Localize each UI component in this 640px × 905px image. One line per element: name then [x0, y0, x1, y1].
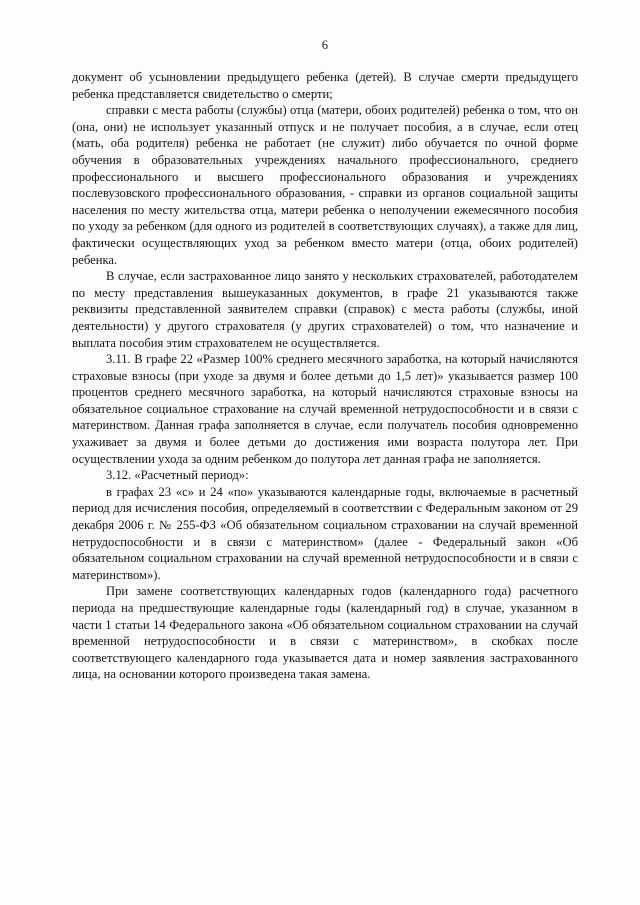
- paragraph: 3.11. В графе 22 «Размер 100% среднего месячного заработка, на который начисляются страховые взносы (при уходе за двумя и более детьми до 1,5 лет)» указывается размер 100 процентов среднего месячного заработка, на который начисляются страховые взносы на обязательное социальное страхование на случай временной нетрудоспособности и в связи с материнством. Данная графа заполняется в случае, если получатель пособия одновременно ухаживает за двумя и более детьми до достижения ими возраста полутора лет. При осуществлении ухода за одним ребенком до полутора лет данная графа не заполняется.: [72, 352, 578, 466]
- paragraph: справки с места работы (службы) отца (матери, обоих родителей) ребенка о том, что он (она, они) не использует указанный отпуск и не получает пособия, а в случае, если отец (мать, оба родителя) ребенка не работает (не служит) либо обучается по очной форме обучения в образовательных учреждениях начального профессионального, среднего профессионального и высшего профессионального образования и учреждениях послевузовского профессионального образования, - справки из органов социальной защиты населения по месту жительства отца, матери ребенка о неполучении ежемесячного пособия по уходу за ребенком (для одного из родителей в соответствующих случаях), а также для лиц, фактически осуществляющих уход за ребенком вместо матери (отца, обоих родителей) ребенка.: [72, 103, 578, 267]
- paragraph: При замене соответствующих календарных годов (календарного года) расчетного периода на предшествующие календарные годы (календарный год) в случае, указанном в части 1 статьи 14 Федерального закона «Об обязательном социальном страховании на случай временной нетрудоспособности и в связи с материнством», в скобках после соответствующего календарного года указывается дата и номер заявления застрахованного лица, на основании которого произведена такая замена.: [72, 584, 578, 682]
- paragraph: 3.12. «Расчетный период»:: [106, 468, 249, 483]
- paragraph: документ об усыновлении предыдущего ребенка (детей). В случае смерти предыдущего ребенка представляется свидетельство о смерти;: [72, 70, 578, 101]
- paragraph: в графах 23 «с» и 24 «по» указываются календарные годы, включаемые в расчетный период для исчисления пособия, определяемый в соответствии с Федеральным законом от 29 декабря 2006 г. № 255-ФЗ «Об обязательном социальном страховании на случай временной нетрудоспособности и в связи с материнством» (далее - Федеральный закон «Об обязательном социальном страховании на случай временной нетрудоспособности и в связи с материнством»).: [72, 484, 578, 582]
- paragraph: В случае, если застрахованное лицо занято у нескольких страхователей, работодателем по месту представления вышеуказанных документов, в графе 21 указываются также реквизиты представленной заявителем справки (справок) с места работы (службы, иной деятельности) у другого страхователя (у других страхователей) о том, что назначение и выплата пособия этим страхователем не осуществляется.: [72, 269, 578, 350]
- page-number: 6: [321, 38, 329, 52]
- document-body: [72, 69, 578, 683]
